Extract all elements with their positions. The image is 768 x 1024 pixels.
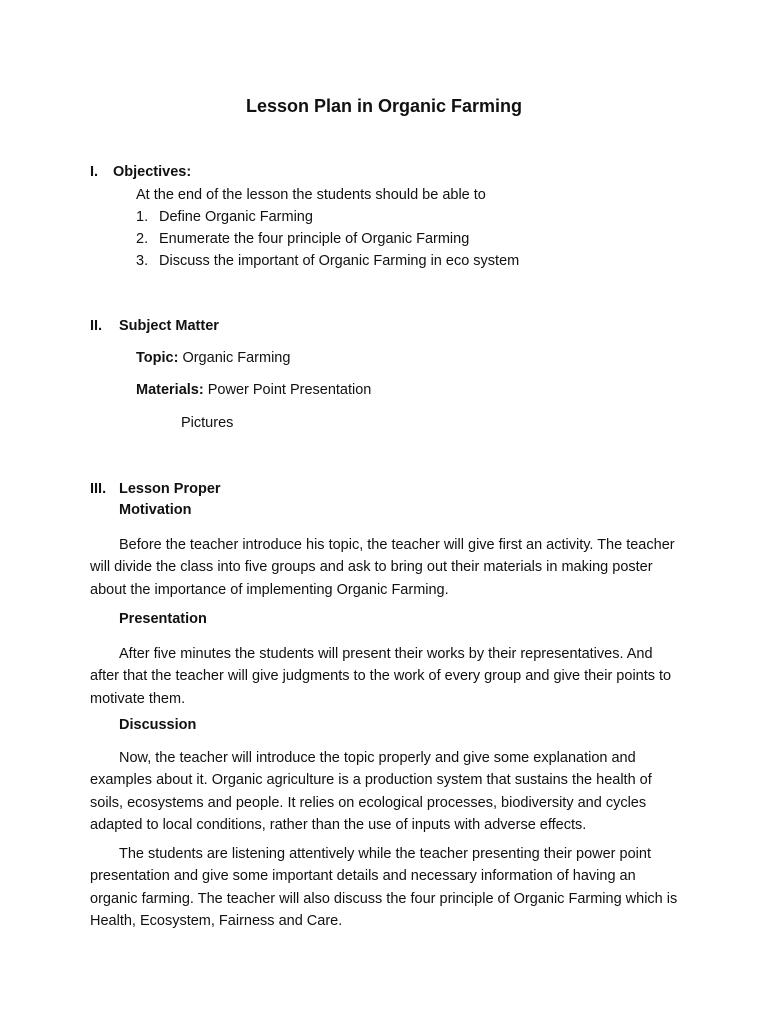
objective-text: Enumerate the four principle of Organic Farming (159, 231, 470, 247)
section-heading-objectives: Objectives: (113, 164, 192, 180)
materials-extra: Pictures (181, 415, 234, 431)
section-heading-lesson: Lesson Proper (119, 481, 221, 497)
objective-text: Define Organic Farming (159, 209, 313, 225)
paragraph-discussion-2 (90, 843, 678, 932)
paragraph-motivation-text: Before the teacher introduce his topic, the teacher will give first an activity. The teacher will divide the class into five groups and ask to bring out their materials in making poster about the importance of implementing Organic Farming. (90, 537, 675, 598)
section-heading-subject: Subject Matter (119, 318, 219, 334)
topic-value: Organic Farming (182, 350, 291, 366)
paragraph-discussion-1 (90, 747, 678, 836)
paragraph-discussion-1-text: Now, the teacher will introduce the topic properly and give some explanation and examples about it. Organic agriculture is a production system that sustains the health of soils, ecosystems and people. It relies on ecological processes, biodiversity and cycles adapted to local conditions, rather than the use of inputs with adverse effects. (90, 750, 652, 833)
paragraph-motivation (90, 534, 678, 601)
page-title: Lesson Plan in Organic Farming (245, 96, 523, 116)
objectives-intro: At the end of the lesson the students should be able to (136, 187, 486, 203)
objective-number: 2. (136, 231, 149, 247)
subheading-motivation: Motivation (119, 502, 192, 518)
paragraph-presentation-text: After five minutes the students will present their works by their representatives. And after that the teacher will give judgments to the work of every group and give their points to motivate them. (90, 646, 672, 707)
section-numeral-lesson: III. (90, 481, 107, 497)
paragraph-presentation (90, 643, 678, 710)
objective-item (136, 253, 519, 269)
materials-value: Power Point Presentation (207, 382, 372, 398)
objective-number: 3. (136, 253, 149, 269)
section-numeral-subject: II. (90, 318, 103, 334)
subheading-discussion: Discussion (119, 717, 197, 733)
objective-item (136, 231, 469, 247)
topic-line (136, 350, 290, 366)
objective-text: Discuss the important of Organic Farming in eco system (159, 253, 520, 269)
subheading-presentation: Presentation (119, 611, 207, 627)
materials-line (136, 382, 371, 398)
materials-label: Materials: (136, 382, 204, 398)
objective-item (136, 209, 313, 225)
objective-number: 1. (136, 209, 149, 225)
topic-label: Topic: (136, 350, 179, 366)
section-numeral-objectives: I. (90, 164, 99, 180)
paragraph-discussion-2-text: The students are listening attentively while the teacher presenting their power point presentation and give some important details and necessary information of having an organic farming. The teacher will also discuss the four principle of Organic Farming which is Health, Ecosystem, Fairness and Care. (90, 846, 678, 929)
